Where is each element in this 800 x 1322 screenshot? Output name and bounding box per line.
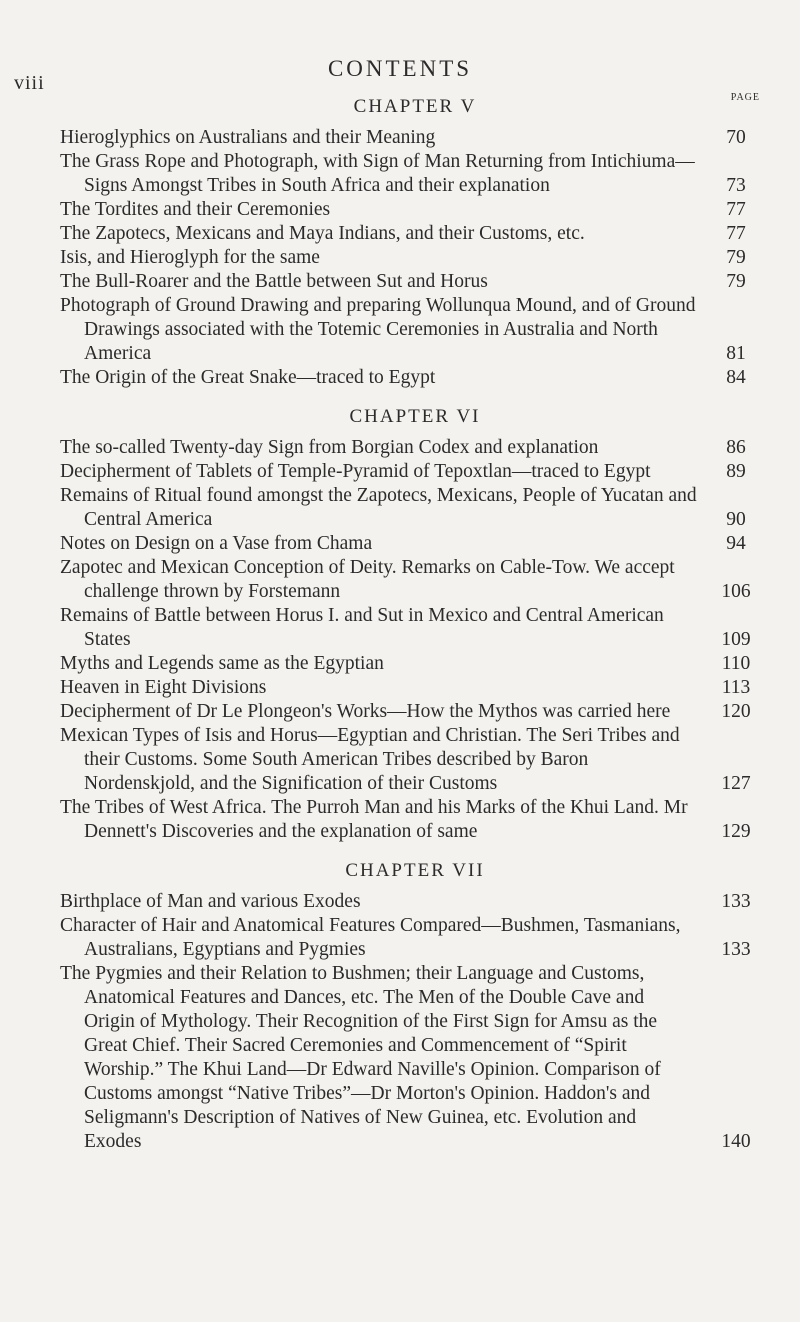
toc-entry-text: Mexican Types of Isis and Horus—Egyptian and Christian. The Seri Tribes and their Customs. Some South American Tribes described by Baron Nordenskjold, and the Signification of their Customs: [60, 725, 680, 794]
toc-entry-text: The Grass Rope and Photograph, with Sign of Man Returning from Intichiuma—Signs Amongst Tribes in South Africa and their explanation: [60, 151, 695, 196]
toc-entry-page: 90: [726, 509, 746, 530]
toc-entry[interactable]: [60, 700, 770, 724]
toc-entry-text: Character of Hair and Anatomical Features Compared—Bushmen, Tasmanians, Australians, Egyptians and Pygmies: [60, 915, 681, 960]
toc-entry[interactable]: [60, 962, 770, 1154]
toc-entry-page: 79: [726, 247, 746, 268]
toc-entry-page: 133: [721, 891, 751, 912]
toc-entry-text: Myths and Legends same as the Egyptian: [60, 653, 384, 674]
toc-entry-page: 77: [726, 223, 746, 244]
toc-entry-text: The Tribes of West Africa. The Purroh Man and his Marks of the Khui Land. Mr Dennett's Discoveries and the explanation of same: [60, 797, 688, 842]
toc-entry-page: 77: [726, 199, 746, 220]
toc-entry-page: 140: [721, 1131, 751, 1152]
toc-entry-text: Photograph of Ground Drawing and preparing Wollunqua Mound, and of Ground Drawings associated with the Totemic Ceremonies in Australia and North America: [60, 295, 696, 364]
toc-entry[interactable]: [60, 484, 770, 532]
toc-entry[interactable]: [60, 366, 770, 390]
toc-entry-text: The Origin of the Great Snake—traced to Egypt: [60, 367, 436, 388]
toc-entry-page: 86: [726, 437, 746, 458]
toc-entry-page: 109: [721, 629, 751, 650]
toc-entry-page: 79: [726, 271, 746, 292]
toc-entry-text: The Pygmies and their Relation to Bushmen; their Language and Customs, Anatomical Features and Dances, etc. The Men of the Double Cave and Origin of Mythology. Their Recognition of the First Sign for Amsu as the Great Chief. Their Sacred Ceremonies and Commencement of “Spirit Worship.” The Khui Land—Dr Edward Naville's Opinion. Comparison of Customs amongst “Native Tribes”—Dr Morton's Opinion. Haddon's and Seligmann's Description of Natives of New Guinea, etc. Evolution and Exodes: [60, 963, 661, 1152]
toc-entry-page: 81: [726, 343, 746, 364]
toc-entry[interactable]: [60, 556, 770, 604]
running-head: CONTENTS: [327, 56, 473, 81]
toc-entry[interactable]: [60, 294, 770, 366]
toc-entry[interactable]: [60, 436, 770, 460]
toc-entry-text: The so-called Twenty-day Sign from Borgian Codex and explanation: [60, 437, 599, 458]
toc-entry-page: 120: [721, 701, 751, 722]
toc-entry-page: 73: [726, 175, 746, 196]
toc-entry[interactable]: [60, 150, 770, 198]
toc-entry-text: Zapotec and Mexican Conception of Deity. Remarks on Cable-Tow. We accept challenge thrown by Forstemann: [60, 557, 675, 602]
toc-entry-page: 84: [726, 367, 746, 388]
toc-entry-text: Birthplace of Man and various Exodes: [60, 891, 361, 912]
table-of-contents: [60, 94, 770, 1168]
page-number: viii: [14, 72, 45, 94]
chapter-title: CHAPTER VI: [349, 406, 481, 427]
chapter-block: [60, 858, 770, 1154]
toc-entry-text: The Bull-Roarer and the Battle between Sut and Horus: [60, 271, 488, 292]
toc-entry[interactable]: [60, 796, 770, 844]
toc-entry-page: 127: [721, 773, 751, 794]
toc-entry-page: 106: [721, 581, 751, 602]
toc-entry-page: 110: [721, 653, 751, 674]
toc-entry-text: Isis, and Hieroglyph for the same: [60, 247, 320, 268]
toc-entry[interactable]: [60, 914, 770, 962]
toc-entry-page: 89: [726, 461, 746, 482]
toc-entry-page: 94: [726, 533, 746, 554]
toc-entry[interactable]: [60, 222, 770, 246]
toc-entry-page: 113: [721, 677, 751, 698]
toc-entry-text: The Zapotecs, Mexicans and Maya Indians, and their Customs, etc.: [60, 223, 585, 244]
toc-entry[interactable]: [60, 890, 770, 914]
toc-entry[interactable]: [60, 604, 770, 652]
toc-entry-text: Remains of Battle between Horus I. and Sut in Mexico and Central American States: [60, 605, 664, 650]
toc-entry[interactable]: [60, 460, 770, 484]
toc-entry[interactable]: [60, 676, 770, 700]
toc-entry-text: Notes on Design on a Vase from Chama: [60, 533, 373, 554]
toc-entry-page: 133: [721, 939, 751, 960]
chapter-title: CHAPTER VII: [345, 860, 485, 881]
chapter-block: [60, 404, 770, 844]
toc-entry[interactable]: [60, 198, 770, 222]
toc-entry-page: 129: [721, 821, 751, 842]
toc-entry[interactable]: [60, 246, 770, 270]
toc-entry-text: Decipherment of Dr Le Plongeon's Works—How the Mythos was carried here: [60, 701, 671, 722]
toc-entry-text: The Tordites and their Ceremonies: [60, 199, 331, 220]
page-column-label: PAGE: [730, 92, 760, 103]
toc-entry-page: 70: [726, 127, 746, 148]
toc-entry[interactable]: [60, 652, 770, 676]
toc-entry-text: Hieroglyphics on Australians and their Meaning: [60, 127, 436, 148]
toc-entry-text: Decipherment of Tablets of Temple-Pyramid of Tepoxtlan—traced to Egypt: [60, 461, 651, 482]
toc-entry[interactable]: [60, 270, 770, 294]
toc-entry[interactable]: [60, 724, 770, 796]
chapter-title: CHAPTER V: [353, 96, 477, 117]
toc-entry[interactable]: [60, 532, 770, 556]
toc-entry-text: Heaven in Eight Divisions: [60, 677, 267, 698]
toc-entry-text: Remains of Ritual found amongst the Zapotecs, Mexicans, People of Yucatan and Central America: [60, 485, 697, 530]
toc-entry[interactable]: [60, 126, 770, 150]
chapter-block: [60, 94, 770, 390]
